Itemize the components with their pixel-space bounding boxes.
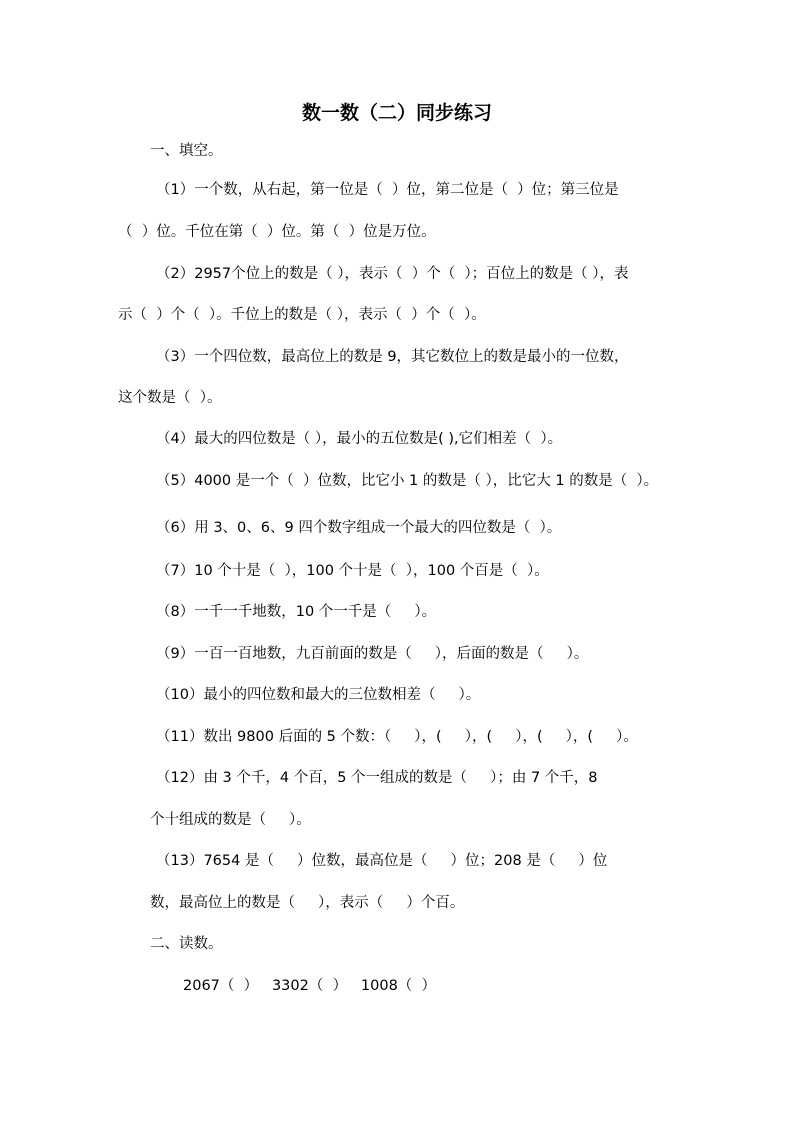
question-line: （3）一个四位数，最高位上的数是 9，其它数位上的数是最小的一位数， [156,349,629,365]
question-line: （13）7654 是（ ）位数，最高位是（ ）位；208 是（ ）位 [156,853,608,869]
section-heading: 一、填空。 [150,143,223,159]
question-line: （1）一个数，从右起，第一位是（ ）位，第二位是（ ）位；第三位是 [156,182,619,198]
question-line: （11）数出 9800 后面的 5 个数：（ ），( ），( ），( ），( ）。 [156,729,638,745]
question-line: （8）一千一千地数，10 个一千是（ ）。 [156,604,437,620]
question-line: （12）由 3 个千，4 个百，5 个一组成的数是（ ）；由 7 个千，8 [156,770,598,786]
question-line: （6）用 3、0、6、9 四个数字组成一个最大的四位数是（ ）。 [156,520,562,536]
question-line: 数，最高位上的数是（ ），表示（ ）个百。 [150,895,465,911]
question-line: （7）10 个十是（ ），100 个十是（ ），100 个百是（ ）。 [156,563,549,579]
reading-numbers-line: 2067（ ） 3302（ ） 1008（ ） [183,978,437,994]
question-line: 示（ ）个（ ）。千位上的数是（ ），表示（ ）个（ ）。 [118,307,486,323]
question-line: 这个数是（ ）。 [118,390,222,406]
question-line: 个十组成的数是（ ）。 [150,812,311,828]
question-line: （10）最小的四位数和最大的三位数相差（ ）。 [156,687,481,703]
question-line: （4）最大的四位数是（ ），最小的五位数是( ),它们相差（ ）。 [156,431,563,447]
question-line: （5）4000 是一个（ ）位数，比它小 1 的数是（ ），比它大 1 的数是（ ）。 [156,473,659,489]
question-line: （2）2957个位上的数是（ ），表示（ ）个（ ）；百位上的数是（ ），表 [156,266,629,282]
question-line: （ ）位。千位在第（ ）位。第（ ）位是万位。 [118,224,436,240]
section-heading: 二、读数。 [150,936,223,952]
page-title: 数一数（二）同步练习 [301,102,492,124]
question-line: （9）一百一百地数，九百前面的数是（ ），后面的数是（ ）。 [156,646,589,662]
